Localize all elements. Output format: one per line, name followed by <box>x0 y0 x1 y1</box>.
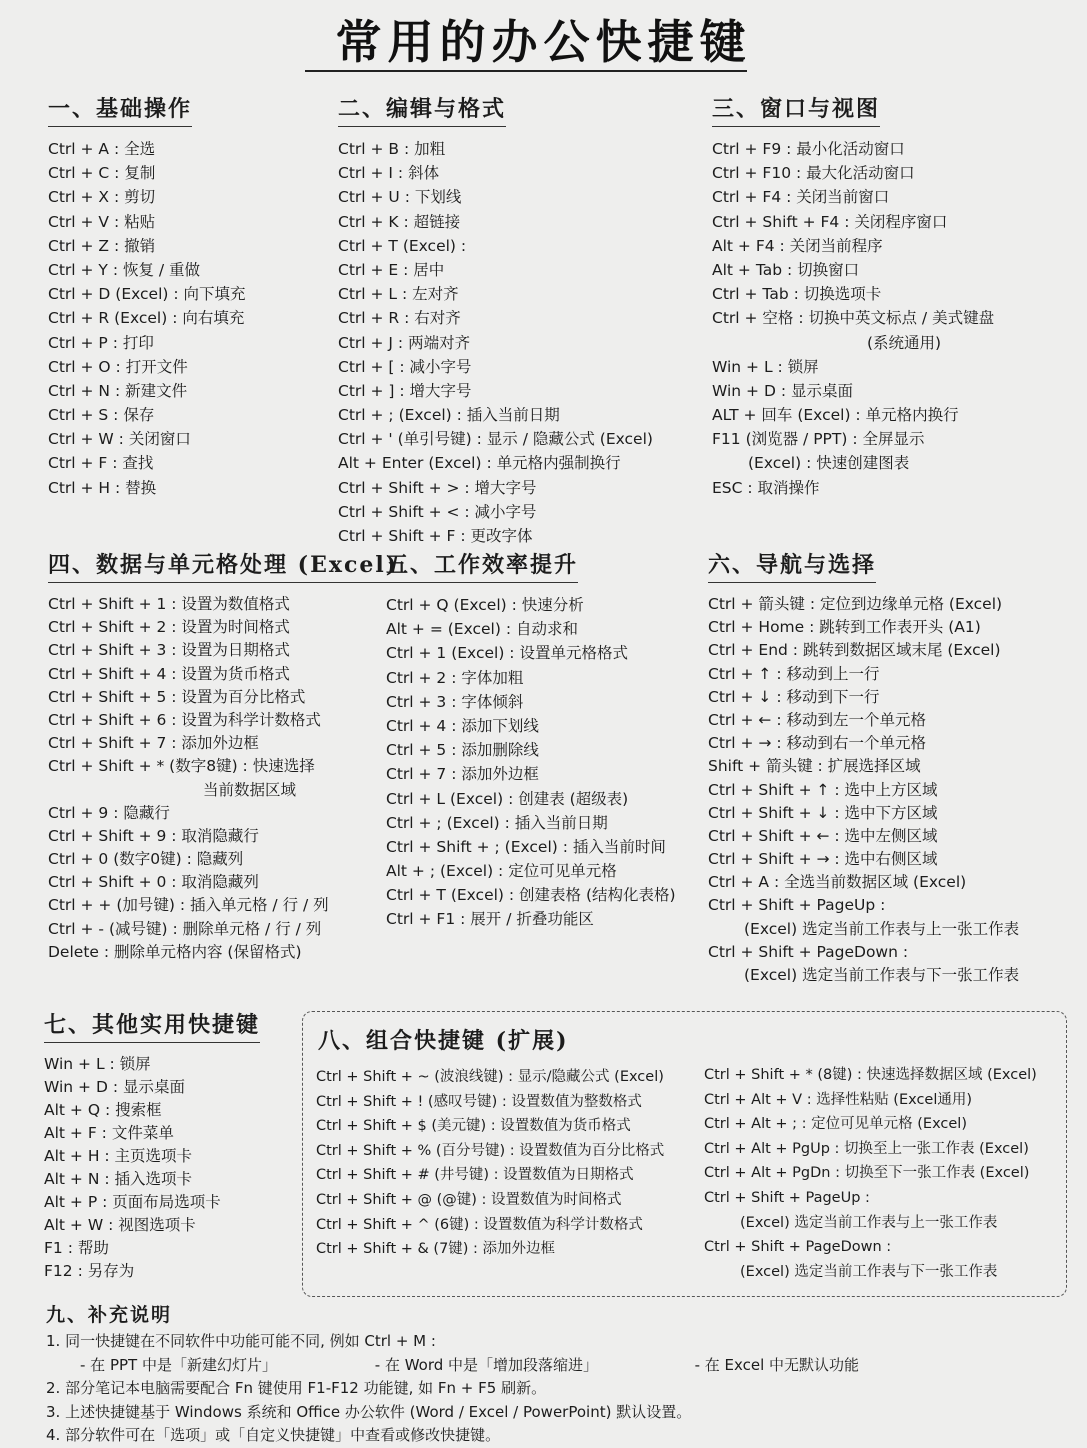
shortcut-item: Ctrl + Shift + % (百分号键) : 设置数值为百分比格式 <box>316 1142 665 1159</box>
shortcut-item: Win + D : 显示桌面 <box>712 381 853 400</box>
shortcut-item: Alt + Q : 搜索框 <box>44 1101 162 1119</box>
shortcut-item: Ctrl + Shift + @ (@键) : 设置数值为时间格式 <box>316 1191 622 1208</box>
shortcut-item: Ctrl + Alt + PgUp : 切换至上一张工作表 (Excel) <box>704 1140 1029 1157</box>
section-title: 三、窗口与视图 <box>712 92 880 127</box>
shortcut-item: Ctrl + + (加号键) : 插入单元格 / 行 / 列 <box>48 896 329 915</box>
shortcut-item: Ctrl + E : 居中 <box>338 260 445 279</box>
shortcut-list <box>48 593 398 964</box>
shortcut-item: ALT + 回车 (Excel) : 单元格内换行 <box>712 406 959 425</box>
note-sub-items <box>46 1354 859 1378</box>
section-basic <box>48 92 246 500</box>
shortcut-item: Ctrl + F9 : 最小化活动窗口 <box>712 140 905 158</box>
shortcut-item: Ctrl + W : 关闭窗口 <box>48 430 191 449</box>
shortcut-item: Ctrl + 4 : 添加下划线 <box>386 716 539 735</box>
shortcut-item: Ctrl + Shift + $ (美元键) : 设置数值为货币格式 <box>316 1118 631 1135</box>
shortcut-item: Ctrl + ; (Excel) : 插入当前日期 <box>338 406 560 425</box>
shortcut-item: Ctrl + Shift + 1 : 设置为数值格式 <box>48 595 290 613</box>
shortcut-item: Ctrl + P : 打印 <box>48 333 154 352</box>
section-window-view <box>712 92 994 500</box>
shortcut-item: Ctrl + Shift + ← : 选中左侧区域 <box>708 826 938 845</box>
shortcut-item: Ctrl + R : 右对齐 <box>338 309 461 328</box>
shortcut-item: Ctrl + F4 : 关闭当前窗口 <box>712 188 890 207</box>
section-title: 四、数据与单元格处理 (Excel) <box>48 548 398 583</box>
shortcut-item: Ctrl + 2 : 字体加粗 <box>386 668 524 687</box>
shortcut-item: Alt + ; (Excel) : 定位可见单元格 <box>386 862 617 881</box>
shortcut-item: Alt + Tab : 切换窗口 <box>712 260 860 279</box>
shortcut-item: Ctrl + K : 超链接 <box>338 212 461 231</box>
shortcut-item: Ctrl + Shift + 2 : 设置为时间格式 <box>48 618 290 637</box>
shortcut-item: Ctrl + X : 剪切 <box>48 188 156 207</box>
shortcut-item: Ctrl + T (Excel) : <box>338 236 467 255</box>
shortcut-item: Ctrl + F1 : 展开 / 折叠功能区 <box>386 910 594 929</box>
shortcut-item: Ctrl + 5 : 添加删除线 <box>386 741 539 760</box>
shortcut-list <box>338 137 653 548</box>
shortcut-item: Ctrl + O : 打开文件 <box>48 357 188 376</box>
shortcut-item: Ctrl + 7 : 添加外边框 <box>386 765 539 784</box>
shortcut-item: Ctrl + ' (单引号键) : 显示 / 隐藏公式 (Excel) <box>338 430 653 449</box>
note-item: 2. 部分笔记本电脑需要配合 Fn 键使用 F1-F12 功能键, 如 Fn + F5 刷新。 <box>46 1379 547 1397</box>
shortcut-item: (Excel) 选定当前工作表与上一张工作表 <box>744 919 1020 938</box>
shortcut-item: Alt + = (Excel) : 自动求和 <box>386 620 578 639</box>
shortcut-item: Alt + P : 页面布局选项卡 <box>44 1193 221 1211</box>
shortcut-item: Win + L : 锁屏 <box>44 1055 151 1073</box>
shortcut-item: Ctrl + Shift + & (7键) : 添加外边框 <box>316 1241 556 1258</box>
section-title: 七、其他实用快捷键 <box>44 1008 260 1043</box>
section-other <box>44 1008 260 1283</box>
shortcut-item: Ctrl + 空格 : 切换中英文标点 / 美式键盘 <box>712 309 995 328</box>
shortcut-item: Win + L : 锁屏 <box>712 357 819 376</box>
shortcut-item: Ctrl + Shift + PageUp : <box>704 1189 870 1206</box>
section-navigation <box>708 548 1019 987</box>
note-sub-item: - 在 PPT 中是「新建幻灯片」 <box>80 1355 277 1374</box>
shortcut-item: Ctrl + [ : 减小字号 <box>338 357 472 376</box>
section-edit-format <box>338 92 653 548</box>
shortcut-list <box>386 593 676 932</box>
section-combo-left <box>316 1065 664 1262</box>
shortcut-item: Ctrl + N : 新建文件 <box>48 381 188 400</box>
shortcut-item: F1 : 帮助 <box>44 1239 109 1257</box>
shortcut-item: (Excel) 选定当前工作表与下一张工作表 <box>744 966 1020 984</box>
section-title: 八、组合快捷键 (扩展) <box>318 1028 569 1054</box>
shortcut-item: Ctrl + Alt + PgDn : 切换至下一张工作表 (Excel) <box>704 1165 1030 1182</box>
shortcut-item: Ctrl + Shift + PageDown : <box>708 942 909 961</box>
shortcut-item: Ctrl + R (Excel) : 向右填充 <box>48 309 245 328</box>
shortcut-item: Ctrl + 3 : 字体倾斜 <box>386 692 524 711</box>
shortcut-item: Ctrl + 箭头键 : 定位到边缘单元格 (Excel) <box>708 595 1003 613</box>
shortcut-item: Ctrl + Shift + 3 : 设置为日期格式 <box>48 641 290 660</box>
shortcut-item: Delete : 删除单元格内容 (保留格式) <box>48 942 302 961</box>
shortcut-item: Ctrl + F : 查找 <box>48 454 154 473</box>
shortcut-item: (Excel) 选定当前工作表与上一张工作表 <box>740 1214 998 1231</box>
shortcut-item: Ctrl + Shift + 4 : 设置为货币格式 <box>48 664 290 683</box>
shortcut-item: Ctrl + Shift + PageUp : <box>708 896 886 915</box>
shortcut-item: Ctrl + Shift + 6 : 设置为科学计数格式 <box>48 710 321 729</box>
section-title: 二、编辑与格式 <box>338 92 506 127</box>
note-item: 4. 部分软件可在「选项」或「自定义快捷键」中查看或修改快捷键。 <box>46 1426 501 1444</box>
shortcut-item: Ctrl + End : 跳转到数据区域末尾 (Excel) <box>708 641 1001 660</box>
shortcut-item: F11 (浏览器 / PPT) : 全屏显示 <box>712 430 925 449</box>
shortcut-item: Ctrl + A : 全选当前数据区域 (Excel) <box>708 873 967 892</box>
shortcut-item: Ctrl + ↑ : 移动到上一行 <box>708 664 880 683</box>
shortcut-item: Ctrl + Shift + ~ (波浪线键) : 显示/隐藏公式 (Excel) <box>316 1069 664 1085</box>
shortcut-item: Ctrl + Shift + PageDown : <box>704 1239 892 1256</box>
shortcut-item: Ctrl + Shift + < : 减小字号 <box>338 502 537 521</box>
shortcut-item: Ctrl + D (Excel) : 向下填充 <box>48 285 246 304</box>
note-sub-item: - 在 Word 中是「增加段落缩进」 <box>374 1355 599 1374</box>
shortcut-item: Ctrl + - (减号键) : 删除单元格 / 行 / 列 <box>48 919 322 938</box>
shortcut-item: Ctrl + ← : 移动到左一个单元格 <box>708 710 926 729</box>
shortcut-item: Alt + F : 文件菜单 <box>44 1124 174 1142</box>
section-title: 九、补充说明 <box>46 1304 173 1326</box>
shortcut-item: Ctrl + J : 两端对齐 <box>338 333 471 352</box>
shortcut-list <box>712 137 994 500</box>
shortcut-item: Alt + N : 插入选项卡 <box>44 1170 192 1188</box>
note-item: 1. 同一快捷键在不同软件中功能可能不同, 例如 Ctrl + M : <box>46 1332 436 1350</box>
shortcut-item: Ctrl + 1 (Excel) : 设置单元格格式 <box>386 644 628 663</box>
shortcut-item: Ctrl + Shift + 7 : 添加外边框 <box>48 734 259 753</box>
section-title: 五、工作效率提升 <box>386 548 578 583</box>
shortcut-item: Ctrl + I : 斜体 <box>338 164 440 183</box>
shortcut-item: Ctrl + F10 : 最大化活动窗口 <box>712 164 915 183</box>
title-underline <box>305 70 747 72</box>
section-notes <box>46 1330 859 1448</box>
section-data-cell <box>48 548 398 964</box>
shortcut-list <box>708 593 1019 987</box>
shortcut-item: Shift + 箭头键 : 扩展选择区域 <box>708 757 921 776</box>
shortcut-item: Ctrl + Shift + ! (感叹号键) : 设置数值为整数格式 <box>316 1093 642 1110</box>
shortcut-item: Ctrl + U : 下划线 <box>338 188 462 207</box>
shortcut-item: Ctrl + Shift + F : 更改字体 <box>338 527 533 545</box>
shortcut-item: Ctrl + 9 : 隐藏行 <box>48 803 170 822</box>
shortcut-item: Alt + H : 主页选项卡 <box>44 1147 193 1165</box>
shortcut-item: Ctrl + V : 粘贴 <box>48 212 156 231</box>
section-title: 一、基础操作 <box>48 92 192 127</box>
shortcut-list <box>44 1053 260 1283</box>
shortcut-item: Ctrl + Shift + * (数字8键) : 快速选择 <box>48 757 315 776</box>
shortcut-item: Ctrl + Shift + 5 : 设置为百分比格式 <box>48 687 306 706</box>
section-combo-right <box>704 1063 1037 1284</box>
shortcut-item: Ctrl + Shift + ^ (6键) : 设置数值为科学计数格式 <box>316 1216 643 1233</box>
shortcut-item: Ctrl + T (Excel) : 创建表格 (结构化表格) <box>386 886 676 905</box>
shortcut-item: Ctrl + Shift + ↑ : 选中上方区域 <box>708 780 938 799</box>
shortcut-item: Ctrl + Shift + > : 增大字号 <box>338 478 537 497</box>
page-title: 常用的办公快捷键 <box>335 15 752 69</box>
shortcut-item: (系统通用) <box>867 333 942 352</box>
shortcut-item: Ctrl + L (Excel) : 创建表 (超级表) <box>386 789 629 808</box>
shortcut-item: Ctrl + ; (Excel) : 插入当前日期 <box>386 813 608 832</box>
shortcut-item: Ctrl + Tab : 切换选项卡 <box>712 285 882 304</box>
shortcut-item: Ctrl + Home : 跳转到工作表开头 (A1) <box>708 618 981 637</box>
shortcut-item: Ctrl + L : 左对齐 <box>338 285 459 304</box>
shortcut-list <box>316 1065 664 1262</box>
shortcut-item: Ctrl + Shift + → : 选中右侧区域 <box>708 850 938 869</box>
shortcut-item: Ctrl + Shift + * (8键) : 快速选择数据区域 (Excel) <box>704 1067 1037 1083</box>
shortcut-item: Ctrl + C : 复制 <box>48 164 156 183</box>
shortcut-item: (Excel) 选定当前工作表与下一张工作表 <box>740 1263 998 1280</box>
shortcut-item: Alt + Enter (Excel) : 单元格内强制换行 <box>338 454 621 473</box>
shortcut-list <box>48 137 246 500</box>
shortcut-item: 当前数据区域 <box>203 780 297 799</box>
shortcut-item: Ctrl + Z : 撤销 <box>48 236 156 255</box>
shortcut-item: Ctrl + B : 加粗 <box>338 140 446 158</box>
shortcut-list <box>704 1063 1037 1284</box>
shortcut-item: Ctrl + Alt + V : 选择性粘贴 (Excel通用) <box>704 1091 973 1108</box>
shortcut-item: Ctrl + Shift + F4 : 关闭程序窗口 <box>712 212 948 231</box>
section-title: 六、导航与选择 <box>708 548 876 583</box>
note-sub-item: - 在 Excel 中无默认功能 <box>694 1355 860 1374</box>
shortcut-item: Ctrl + Shift + # (井号键) : 设置数值为日期格式 <box>316 1167 634 1184</box>
shortcut-item: Ctrl + Shift + ; (Excel) : 插入当前时间 <box>386 837 666 856</box>
shortcut-item: Ctrl + Shift + 0 : 取消隐藏列 <box>48 873 259 892</box>
shortcut-item: Ctrl + Shift + 9 : 取消隐藏行 <box>48 826 259 845</box>
shortcut-item: Ctrl + Y : 恢复 / 重做 <box>48 260 201 279</box>
shortcut-item: (Excel) : 快速创建图表 <box>748 454 910 473</box>
shortcut-item: Alt + W : 视图选项卡 <box>44 1216 196 1234</box>
shortcut-item: Ctrl + → : 移动到右一个单元格 <box>708 734 926 753</box>
shortcut-item: Ctrl + ↓ : 移动到下一行 <box>708 687 880 706</box>
shortcut-item: Ctrl + Shift + ↓ : 选中下方区域 <box>708 803 938 822</box>
shortcut-item: ESC : 取消操作 <box>712 478 820 497</box>
shortcut-item: Ctrl + S : 保存 <box>48 406 155 425</box>
shortcut-item: Ctrl + 0 (数字0键) : 隐藏列 <box>48 850 244 869</box>
shortcut-item: F12 : 另存为 <box>44 1262 135 1280</box>
shortcut-item: Ctrl + H : 替换 <box>48 478 157 497</box>
section-efficiency <box>386 548 676 932</box>
shortcut-item: Ctrl + A : 全选 <box>48 140 156 158</box>
shortcut-item: Alt + F4 : 关闭当前程序 <box>712 236 883 255</box>
note-item: 3. 上述快捷键基于 Windows 系统和 Office 办公软件 (Word / Excel / PowerPoint) 默认设置。 <box>46 1402 692 1421</box>
shortcut-item: Ctrl + Alt + ; : 定位可见单元格 (Excel) <box>704 1116 967 1133</box>
shortcut-item: Ctrl + Q (Excel) : 快速分析 <box>386 596 584 614</box>
shortcut-item: Ctrl + ] : 增大字号 <box>338 381 472 400</box>
shortcut-item: Win + D : 显示桌面 <box>44 1078 185 1096</box>
